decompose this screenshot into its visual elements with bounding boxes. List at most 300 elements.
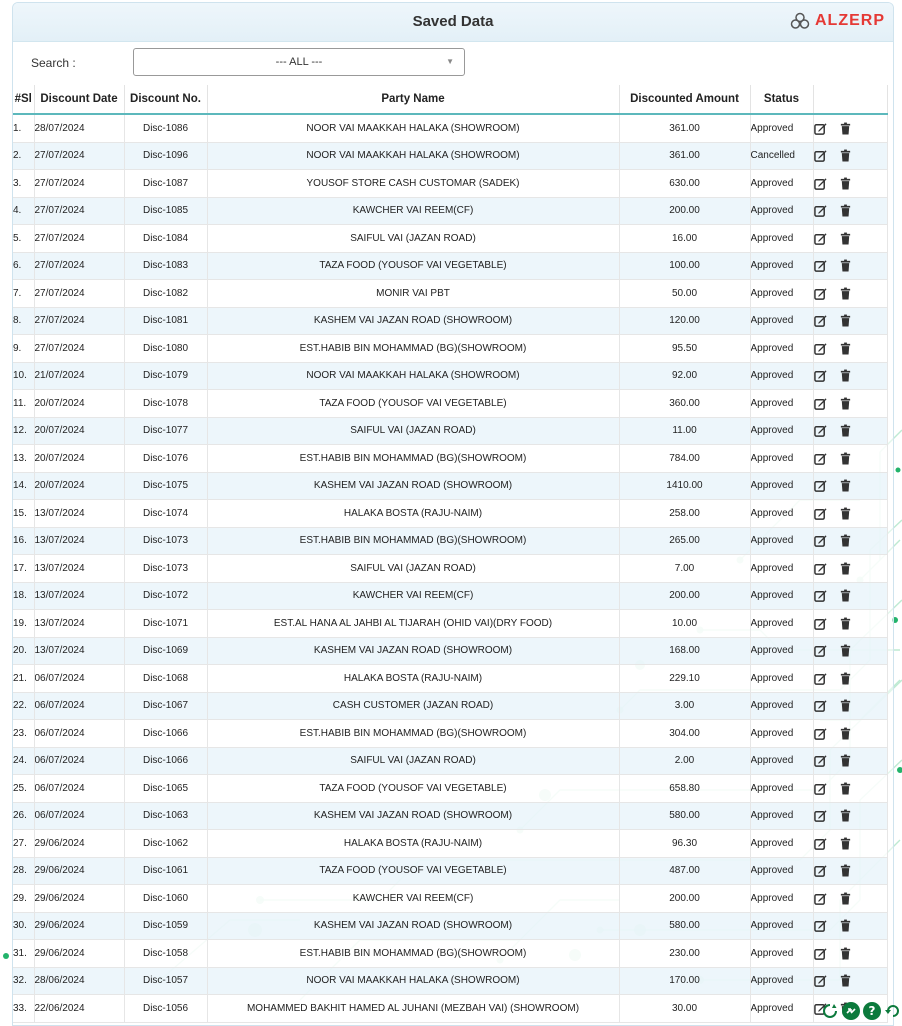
brand-name: ALZERP [815,12,885,29]
row-sl: 30. [13,912,34,940]
row-discount-date: 27/07/2024 [34,280,124,308]
table-row[interactable] [13,114,887,142]
table-row[interactable] [13,280,887,308]
row-party-name: TAZA FOOD (YOUSOF VAI VEGETABLE) [207,775,619,803]
delete-icon[interactable] [839,232,852,245]
row-discount-date: 13/07/2024 [34,500,124,528]
table-row[interactable] [13,527,887,555]
edit-icon[interactable] [814,919,827,932]
row-status: Approved [750,417,813,445]
row-sl: 26. [13,802,34,830]
edit-icon[interactable] [814,754,827,767]
row-discount-date: 29/06/2024 [34,912,124,940]
row-party-name: SAIFUL VAI (JAZAN ROAD) [207,417,619,445]
delete-icon[interactable] [839,864,852,877]
row-discounted-amount: 784.00 [619,445,750,473]
edit-icon[interactable] [814,672,827,685]
row-discount-no: Disc-1077 [124,417,207,445]
row-party-name: SAIFUL VAI (JAZAN ROAD) [207,555,619,583]
row-actions [813,610,887,638]
row-discount-date: 27/07/2024 [34,170,124,198]
row-status: Approved [750,280,813,308]
edit-icon[interactable] [814,644,827,657]
delete-icon[interactable] [839,617,852,630]
row-actions [813,445,887,473]
row-party-name: TAZA FOOD (YOUSOF VAI VEGETABLE) [207,252,619,280]
row-discount-no: Disc-1079 [124,362,207,390]
row-party-name: KASHEM VAI JAZAN ROAD (SHOWROOM) [207,472,619,500]
row-discounted-amount: 16.00 [619,225,750,253]
delete-icon[interactable] [839,974,852,987]
delete-icon[interactable] [839,259,852,272]
row-sl: 25. [13,775,34,803]
row-status: Approved [750,472,813,500]
delete-icon[interactable] [839,589,852,602]
refresh-icon[interactable] [821,1002,839,1020]
row-discounted-amount: 361.00 [619,142,750,170]
row-discounted-amount: 304.00 [619,720,750,748]
row-status: Approved [750,500,813,528]
row-discounted-amount: 200.00 [619,197,750,225]
row-actions [813,142,887,170]
row-sl: 20. [13,637,34,665]
row-sl: 19. [13,610,34,638]
row-actions [813,692,887,720]
row-actions [813,720,887,748]
delete-icon[interactable] [839,177,852,190]
row-sl: 18. [13,582,34,610]
table-header-row [13,85,887,114]
row-discount-no: Disc-1067 [124,692,207,720]
table-row[interactable] [13,445,887,473]
row-discounted-amount: 200.00 [619,885,750,913]
edit-icon[interactable] [814,149,827,162]
table-row[interactable] [13,555,887,583]
row-sl: 6. [13,252,34,280]
table-row[interactable] [13,582,887,610]
row-actions [813,252,887,280]
row-status: Approved [750,857,813,885]
row-discount-date: 27/07/2024 [34,197,124,225]
edit-icon[interactable] [814,782,827,795]
row-actions [813,747,887,775]
row-discount-date: 20/07/2024 [34,390,124,418]
edit-icon[interactable] [814,314,827,327]
row-status: Approved [750,445,813,473]
row-discounted-amount: 50.00 [619,280,750,308]
table-row[interactable] [13,500,887,528]
row-discount-date: 06/07/2024 [34,665,124,693]
row-party-name: HALAKA BOSTA (RAJU-NAIM) [207,500,619,528]
row-discount-date: 13/07/2024 [34,637,124,665]
row-discount-date: 20/07/2024 [34,445,124,473]
row-discounted-amount: 30.00 [619,995,750,1023]
table-row[interactable] [13,857,887,885]
row-status: Approved [750,665,813,693]
row-discounted-amount: 7.00 [619,555,750,583]
row-sl: 10. [13,362,34,390]
row-discount-date: 13/07/2024 [34,582,124,610]
panel-header [13,3,893,42]
row-party-name: KAWCHER VAI REEM(CF) [207,885,619,913]
edit-icon[interactable] [814,507,827,520]
row-discount-no: Disc-1068 [124,665,207,693]
delete-icon[interactable] [839,754,852,767]
row-sl: 28. [13,857,34,885]
table-row[interactable] [13,610,887,638]
row-discount-date: 27/07/2024 [34,307,124,335]
row-status: Approved [750,692,813,720]
delete-icon[interactable] [839,782,852,795]
search-row [13,42,893,86]
row-status: Approved [750,225,813,253]
discount-table [13,85,888,1023]
edit-icon[interactable] [814,562,827,575]
table-row[interactable] [13,692,887,720]
delete-icon[interactable] [839,314,852,327]
edit-icon[interactable] [814,397,827,410]
row-discount-date: 06/07/2024 [34,720,124,748]
edit-icon[interactable] [814,259,827,272]
row-discount-date: 06/07/2024 [34,692,124,720]
row-discounted-amount: 580.00 [619,802,750,830]
row-discounted-amount: 168.00 [619,637,750,665]
row-status: Approved [750,307,813,335]
search-label: Search : [31,56,76,70]
delete-icon[interactable] [839,699,852,712]
table-row[interactable] [13,912,887,940]
row-actions [813,802,887,830]
row-discount-date: 29/06/2024 [34,940,124,968]
row-status: Approved [750,885,813,913]
edit-icon[interactable] [814,699,827,712]
row-discount-no: Disc-1096 [124,142,207,170]
row-status: Approved [750,995,813,1023]
delete-icon[interactable] [839,727,852,740]
edit-icon[interactable] [814,892,827,905]
col-header-discount-date[interactable]: Discount Date [34,85,124,114]
table-row[interactable] [13,252,887,280]
row-actions [813,170,887,198]
row-discount-no: Disc-1061 [124,857,207,885]
edit-icon[interactable] [814,727,827,740]
row-discount-no: Disc-1076 [124,445,207,473]
row-sl: 12. [13,417,34,445]
table-row[interactable] [13,967,887,995]
row-status: Approved [750,582,813,610]
row-actions [813,390,887,418]
row-discount-date: 29/06/2024 [34,857,124,885]
row-discounted-amount: 95.50 [619,335,750,363]
delete-icon[interactable] [839,919,852,932]
delete-icon[interactable] [839,947,852,960]
row-party-name: NOOR VAI MAAKKAH HALAKA (SHOWROOM) [207,142,619,170]
edit-icon[interactable] [814,287,827,300]
row-status: Approved [750,637,813,665]
row-discounted-amount: 580.00 [619,912,750,940]
table-row[interactable] [13,362,887,390]
table-row[interactable] [13,885,887,913]
col-header-sl[interactable]: #Sl [13,85,34,114]
row-discount-date: 21/07/2024 [34,362,124,390]
row-discount-date: 13/07/2024 [34,610,124,638]
row-actions [813,637,887,665]
delete-icon[interactable] [839,122,852,135]
row-discount-date: 27/07/2024 [34,335,124,363]
row-discounted-amount: 120.00 [619,307,750,335]
row-party-name: HALAKA BOSTA (RAJU-NAIM) [207,830,619,858]
row-actions [813,555,887,583]
edit-icon[interactable] [814,342,827,355]
row-discount-no: Disc-1056 [124,995,207,1023]
row-discount-no: Disc-1073 [124,527,207,555]
row-discounted-amount: 360.00 [619,390,750,418]
delete-icon[interactable] [839,507,852,520]
row-discount-no: Disc-1057 [124,967,207,995]
row-party-name: KASHEM VAI JAZAN ROAD (SHOWROOM) [207,802,619,830]
edit-icon[interactable] [814,177,827,190]
share-icon[interactable] [842,1002,860,1020]
floating-toolbar [821,1002,902,1020]
row-discount-date: 28/06/2024 [34,967,124,995]
edit-icon[interactable] [814,452,827,465]
row-discount-date: 27/07/2024 [34,252,124,280]
table-row[interactable] [13,225,887,253]
help-icon[interactable]: ? [863,1002,881,1020]
delete-icon[interactable] [839,892,852,905]
edit-icon[interactable] [814,424,827,437]
row-actions [813,885,887,913]
chevron-down-icon: ▼ [446,57,454,66]
row-party-name: MONIR VAI PBT [207,280,619,308]
table-row[interactable] [13,335,887,363]
row-sl: 13. [13,445,34,473]
table-row[interactable] [13,940,887,968]
edit-icon[interactable] [814,864,827,877]
row-discount-no: Disc-1073 [124,555,207,583]
delete-icon[interactable] [839,809,852,822]
row-discount-date: 22/06/2024 [34,995,124,1023]
row-sl: 1. [13,114,34,142]
row-party-name: KAWCHER VAI REEM(CF) [207,197,619,225]
row-discount-date: 20/07/2024 [34,472,124,500]
row-discount-date: 27/07/2024 [34,142,124,170]
row-party-name: NOOR VAI MAAKKAH HALAKA (SHOWROOM) [207,114,619,142]
row-discounted-amount: 2.00 [619,747,750,775]
edit-icon[interactable] [814,369,827,382]
row-discounted-amount: 229.10 [619,665,750,693]
row-party-name: YOUSOF STORE CASH CUSTOMAR (SADEK) [207,170,619,198]
delete-icon[interactable] [839,204,852,217]
row-status: Approved [750,940,813,968]
edit-icon[interactable] [814,947,827,960]
delete-icon[interactable] [839,672,852,685]
col-header-party-name[interactable]: Party Name [207,85,619,114]
row-actions [813,940,887,968]
row-party-name: TAZA FOOD (YOUSOF VAI VEGETABLE) [207,390,619,418]
row-status: Cancelled [750,142,813,170]
edit-icon[interactable] [814,837,827,850]
edit-icon[interactable] [814,534,827,547]
table-row[interactable] [13,830,887,858]
col-header-status[interactable]: Status [750,85,813,114]
row-discount-no: Disc-1074 [124,500,207,528]
row-party-name: KASHEM VAI JAZAN ROAD (SHOWROOM) [207,912,619,940]
table-row[interactable] [13,142,887,170]
row-sl: 22. [13,692,34,720]
row-party-name: KAWCHER VAI REEM(CF) [207,582,619,610]
row-status: Approved [750,362,813,390]
row-actions [813,912,887,940]
row-discount-no: Disc-1075 [124,472,207,500]
row-discounted-amount: 258.00 [619,500,750,528]
alzerp-logo-icon [789,12,811,30]
row-actions [813,225,887,253]
row-actions [813,775,887,803]
row-discount-date: 28/07/2024 [34,114,124,142]
row-party-name: TAZA FOOD (YOUSOF VAI VEGETABLE) [207,857,619,885]
col-header-actions [813,85,887,114]
row-status: Approved [750,830,813,858]
delete-icon[interactable] [839,479,852,492]
table-row[interactable] [13,747,887,775]
row-discounted-amount: 361.00 [619,114,750,142]
delete-icon[interactable] [839,369,852,382]
row-party-name: NOOR VAI MAAKKAH HALAKA (SHOWROOM) [207,967,619,995]
row-status: Approved [750,114,813,142]
row-party-name: EST.HABIB BIN MOHAMMAD (BG)(SHOWROOM) [207,940,619,968]
delete-icon[interactable] [839,534,852,547]
table-row[interactable] [13,390,887,418]
row-discount-date: 06/07/2024 [34,775,124,803]
row-party-name: EST.HABIB BIN MOHAMMAD (BG)(SHOWROOM) [207,445,619,473]
delete-icon[interactable] [839,397,852,410]
row-sl: 32. [13,967,34,995]
table-row[interactable] [13,417,887,445]
row-status: Approved [750,527,813,555]
row-actions [813,362,887,390]
row-status: Approved [750,555,813,583]
edit-icon[interactable] [814,589,827,602]
row-discount-no: Disc-1066 [124,720,207,748]
row-sl: 31. [13,940,34,968]
table-row[interactable] [13,775,887,803]
edit-icon[interactable] [814,232,827,245]
row-actions [813,582,887,610]
row-discount-no: Disc-1082 [124,280,207,308]
row-sl: 16. [13,527,34,555]
table-row[interactable] [13,665,887,693]
delete-icon[interactable] [839,149,852,162]
row-sl: 7. [13,280,34,308]
row-discounted-amount: 3.00 [619,692,750,720]
row-discount-no: Disc-1060 [124,885,207,913]
row-discount-no: Disc-1085 [124,197,207,225]
row-sl: 2. [13,142,34,170]
col-header-discount-no[interactable]: Discount No. [124,85,207,114]
delete-icon[interactable] [839,644,852,657]
edit-icon[interactable] [814,204,827,217]
search-select-value: --- ALL --- [275,56,323,68]
row-status: Approved [750,197,813,225]
row-actions [813,335,887,363]
row-discounted-amount: 92.00 [619,362,750,390]
row-discounted-amount: 11.00 [619,417,750,445]
row-sl: 24. [13,747,34,775]
row-discounted-amount: 170.00 [619,967,750,995]
table-row[interactable] [13,637,887,665]
row-discounted-amount: 658.80 [619,775,750,803]
edit-icon[interactable] [814,974,827,987]
brand-logo [789,12,885,30]
row-actions [813,472,887,500]
row-discounted-amount: 1410.00 [619,472,750,500]
row-discount-date: 06/07/2024 [34,802,124,830]
row-discount-no: Disc-1069 [124,637,207,665]
row-party-name: EST.HABIB BIN MOHAMMAD (BG)(SHOWROOM) [207,335,619,363]
table-row[interactable] [13,197,887,225]
row-discounted-amount: 487.00 [619,857,750,885]
row-status: Approved [750,335,813,363]
row-sl: 27. [13,830,34,858]
row-discounted-amount: 230.00 [619,940,750,968]
table-row[interactable] [13,170,887,198]
table-row[interactable] [13,307,887,335]
delete-icon[interactable] [839,452,852,465]
delete-icon[interactable] [839,287,852,300]
delete-icon[interactable] [839,837,852,850]
delete-icon[interactable] [839,342,852,355]
edit-icon[interactable] [814,617,827,630]
col-header-discounted-amount[interactable]: Discounted Amount [619,85,750,114]
row-discounted-amount: 100.00 [619,252,750,280]
row-party-name: SAIFUL VAI (JAZAN ROAD) [207,225,619,253]
edit-icon[interactable] [814,479,827,492]
row-discount-no: Disc-1059 [124,912,207,940]
table-row[interactable] [13,720,887,748]
edit-icon[interactable] [814,809,827,822]
row-discount-no: Disc-1063 [124,802,207,830]
table-row[interactable] [13,995,887,1023]
delete-icon[interactable] [839,562,852,575]
search-select[interactable] [133,48,465,76]
panel-title: Saved Data [412,13,494,30]
reload-icon[interactable] [884,1002,902,1020]
row-sl: 15. [13,500,34,528]
row-status: Approved [750,252,813,280]
delete-icon[interactable] [839,424,852,437]
row-discounted-amount: 630.00 [619,170,750,198]
edit-icon[interactable] [814,122,827,135]
row-party-name: EST.HABIB BIN MOHAMMAD (BG)(SHOWROOM) [207,527,619,555]
row-status: Approved [750,390,813,418]
row-party-name: CASH CUSTOMER (JAZAN ROAD) [207,692,619,720]
row-party-name: MOHAMMED BAKHIT HAMED AL JUHANI (MEZBAH VAI) (SHOWROOM) [207,995,619,1023]
row-discounted-amount: 200.00 [619,582,750,610]
row-discount-no: Disc-1058 [124,940,207,968]
row-actions [813,527,887,555]
row-actions [813,967,887,995]
row-actions [813,197,887,225]
row-sl: 11. [13,390,34,418]
row-party-name: HALAKA BOSTA (RAJU-NAIM) [207,665,619,693]
row-discount-no: Disc-1081 [124,307,207,335]
row-sl: 23. [13,720,34,748]
row-discounted-amount: 10.00 [619,610,750,638]
table-row[interactable] [13,802,887,830]
table-row[interactable] [13,472,887,500]
row-discount-no: Disc-1062 [124,830,207,858]
